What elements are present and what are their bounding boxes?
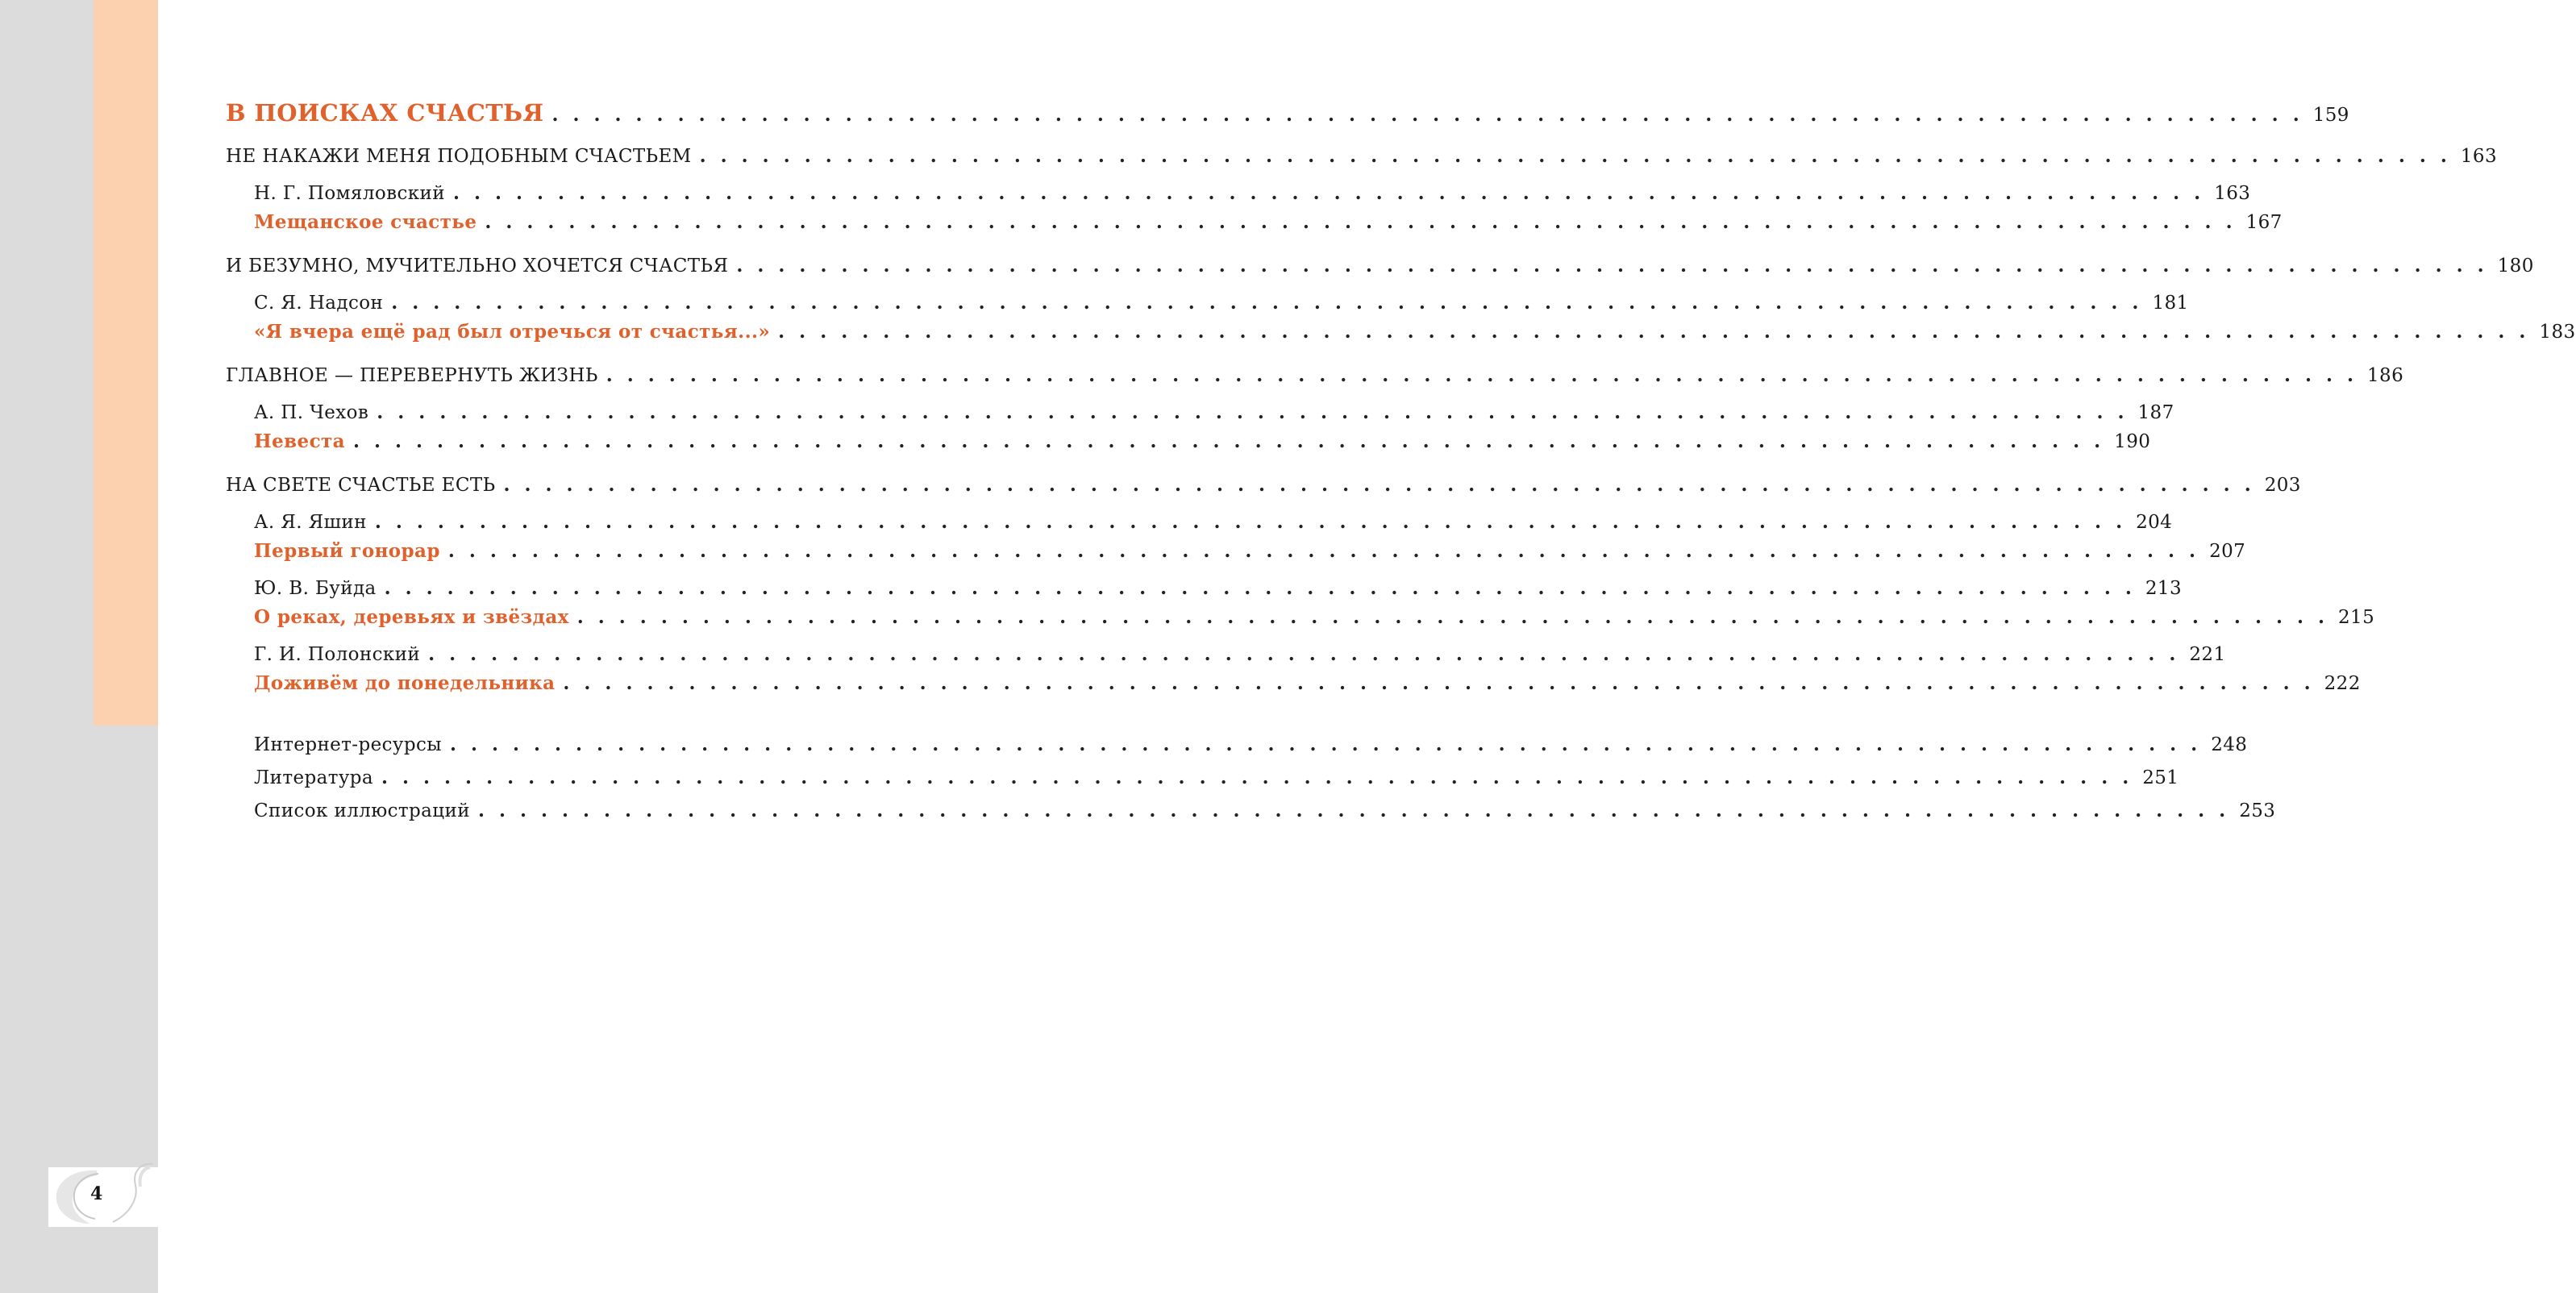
page-number: 4 <box>90 1183 103 1204</box>
appendix-title: Интернет-ресурсы <box>254 734 442 755</box>
author-name: С. Я. Надсон <box>254 293 384 314</box>
leader-dots: . . . . . . . . . . . . . . . . . . . . . . . . . . . . . . . . . . . . . . . . . . . . . . . . . . . . . . . . . . . . . . . . . . . . . . . . . . . . . . . . . . . . <box>384 577 2136 599</box>
author-name: А. П. Чехов <box>254 402 369 423</box>
toc-author-entry[interactable] <box>254 576 2182 601</box>
leader-dots: . . . . . . . . . . . . . . . . . . . . . . . . . . . . . . . . . . . . . . . . . . . . . . . . . . . . . . . . . . . . . . . . . . . . . . . . . . . . . . . . . . . . <box>485 211 2237 233</box>
work-title: Мещанское счастье <box>254 211 477 233</box>
work-page: 222 <box>2324 673 2361 694</box>
section-title: ГЛАВНОЕ — ПЕРЕВЕРНУТЬ ЖИЗНЬ <box>226 365 598 386</box>
leader-dots: . . . . . . . . . . . . . . . . . . . . . . . . . . . . . . . . . . . . . . . . . . . . . . . . . . . . . . . . . . . . . . . . . . . . . . . . . . . . . . . . . . . . <box>377 401 2129 423</box>
toc-part-entry[interactable] <box>226 99 2349 128</box>
toc-author-entry[interactable] <box>254 509 2173 535</box>
toc-work-entry[interactable] <box>254 429 2151 455</box>
leader-dots: . . . . . . . . . . . . . . . . . . . . . . . . . . . . . . . . . . . . . . . . . . . . . . . . . . . . . . . . . . . . . . . . . . . . . . . . . . . . . . . . . . . . <box>428 643 2180 665</box>
author-page: 213 <box>2145 578 2182 599</box>
leader-dots: . . . . . . . . . . . . . . . . . . . . . . . . . . . . . . . . . . . . . . . . . . . . . . . . . . . . . . . . . . . . . . . . . . . . . . . . . . . . . . . . . . . . <box>503 474 2255 496</box>
leader-dots: . . . . . . . . . . . . . . . . . . . . . . . . . . . . . . . . . . . . . . . . . . . . . . . . . . . . . . . . . . . . . . . . . . . . . . . . . . . . . . . . . . . . <box>576 606 2328 628</box>
work-page: 167 <box>2245 212 2283 233</box>
toc-author-entry[interactable] <box>254 642 2226 667</box>
toc-appendix-entry[interactable] <box>254 798 2276 824</box>
toc-appendix-entry[interactable] <box>254 732 2248 758</box>
appendix-title: Литература <box>254 767 373 788</box>
toc-section-entry[interactable] <box>226 472 2301 498</box>
work-page: 215 <box>2338 607 2375 628</box>
leader-dots: . . . . . . . . . . . . . . . . . . . . . . . . . . . . . . . . . . . . . . . . . . . . . . . . . . . . . . . . . . . . . . . . . . . . . . . . . . . . . . . . . . . . <box>449 734 2202 755</box>
toc-author-entry[interactable] <box>254 290 2189 316</box>
work-title: Невеста <box>254 430 345 452</box>
work-title: Доживём до понедельника <box>254 672 556 694</box>
appendix-page: 248 <box>2211 734 2248 755</box>
toc-section-entry[interactable] <box>226 143 2497 169</box>
toc-work-entry[interactable] <box>254 210 2283 235</box>
toc-work-entry[interactable] <box>254 538 2246 564</box>
work-title: О реках, деревьях и звёздах <box>254 606 569 628</box>
section-title: НЕ НАКАЖИ МЕНЯ ПОДОБНЫМ СЧАСТЬЕМ <box>226 146 692 167</box>
leader-dots: . . . . . . . . . . . . . . . . . . . . . . . . . . . . . . . . . . . . . . . . . . . . . . . . . . . . . . . . . . . . . . . . . . . . . . . . . . . . . . . . . . . . <box>736 255 2488 276</box>
leader-dots: . . . . . . . . . . . . . . . . . . . . . . . . . . . . . . . . . . . . . . . . . . . . . . . . . . . . . . . . . . . . . . . . . . . . . . . . . . . . . . . . . . . . <box>699 145 2451 167</box>
appendix-page: 251 <box>2142 767 2179 788</box>
work-page: 190 <box>2114 431 2151 452</box>
swirl-ornament-icon <box>48 1161 161 1233</box>
toc-author-entry[interactable] <box>254 400 2174 426</box>
work-title: «Я вчера ещё рад был отречься от счастья...» <box>254 321 771 343</box>
work-title: Первый гонорар <box>254 540 440 562</box>
leader-dots: . . . . . . . . . . . . . . . . . . . . . . . . . . . . . . . . . . . . . . . . . . . . . . . . . . . . . . . . . . . . . . . . . . . . . . . . . . . . . . . . . . . . <box>352 430 2105 452</box>
appendix-page: 253 <box>2239 800 2276 821</box>
author-page: 221 <box>2189 644 2226 665</box>
leader-dots: . . . . . . . . . . . . . . . . . . . . . . . . . . . . . . . . . . . . . . . . . . . . . . . . . . . . . . . . . . . . . . . . . . . . . . . . . . . . . . . . . . . . <box>477 800 2230 821</box>
section-title: НА СВЕТЕ СЧАСТЬЕ ЕСТЬ <box>226 475 496 496</box>
leader-dots: . . . . . . . . . . . . . . . . . . . . . . . . . . . . . . . . . . . . . . . . . . . . . . . . . . . . . . . . . . . . . . . . . . . . . . . . . . . . . . . . . . . . <box>381 767 2133 788</box>
section-page: 180 <box>2497 256 2534 276</box>
chapter-color-band <box>94 0 158 725</box>
toc-work-entry[interactable] <box>254 605 2375 630</box>
section-page: 203 <box>2264 475 2301 496</box>
page-number-ornament <box>48 1161 161 1233</box>
section-page: 163 <box>2460 146 2497 167</box>
leader-dots: . . . . . . . . . . . . . . . . . . . . . . . . . . . . . . . . . . . . . . . . . . . . . . . . . . . . . . . . . . . . . . . . . . . . . . . . . . . . . . . . . . . . <box>551 104 2303 126</box>
part-title: В ПОИСКАХ СЧАСТЬЯ <box>226 99 544 127</box>
author-name: Н. Г. Помяловский <box>254 183 445 204</box>
section-title: И БЕЗУМНО, МУЧИТЕЛЬНО ХОЧЕТСЯ СЧАСТЬЯ <box>226 256 729 276</box>
leader-dots: . . . . . . . . . . . . . . . . . . . . . . . . . . . . . . . . . . . . . . . . . . . . . . . . . . . . . . . . . . . . . . . . . . . . . . . . . . . . . . . . . . . . <box>391 292 2143 314</box>
leader-dots: . . . . . . . . . . . . . . . . . . . . . . . . . . . . . . . . . . . . . . . . . . . . . . . . . . . . . . . . . . . . . . . . . . . . . . . . . . . . . . . . . . . . <box>778 321 2530 343</box>
part-page: 159 <box>2312 105 2349 126</box>
appendix-title: Список иллюстраций <box>254 800 470 821</box>
author-name: А. Я. Яшин <box>254 512 367 533</box>
toc-section-entry[interactable] <box>226 253 2534 279</box>
leader-dots: . . . . . . . . . . . . . . . . . . . . . . . . . . . . . . . . . . . . . . . . . . . . . . . . . . . . . . . . . . . . . . . . . . . . . . . . . . . . . . . . . . . . <box>447 540 2200 562</box>
toc-author-entry[interactable] <box>254 181 2251 206</box>
toc-appendix-entry[interactable] <box>254 765 2179 791</box>
section-page: 186 <box>2367 365 2404 386</box>
work-page: 183 <box>2539 322 2576 343</box>
author-page: 163 <box>2214 183 2251 204</box>
toc-section-entry[interactable] <box>226 363 2404 389</box>
work-page: 207 <box>2209 541 2246 562</box>
author-name: Ю. В. Буйда <box>254 578 377 599</box>
leader-dots: . . . . . . . . . . . . . . . . . . . . . . . . . . . . . . . . . . . . . . . . . . . . . . . . . . . . . . . . . . . . . . . . . . . . . . . . . . . . . . . . . . . . <box>374 511 2127 533</box>
author-page: 204 <box>2136 512 2173 533</box>
leader-dots: . . . . . . . . . . . . . . . . . . . . . . . . . . . . . . . . . . . . . . . . . . . . . . . . . . . . . . . . . . . . . . . . . . . . . . . . . . . . . . . . . . . . <box>563 672 2315 694</box>
leader-dots: . . . . . . . . . . . . . . . . . . . . . . . . . . . . . . . . . . . . . . . . . . . . . . . . . . . . . . . . . . . . . . . . . . . . . . . . . . . . . . . . . . . . <box>606 364 2358 386</box>
leader-dots: . . . . . . . . . . . . . . . . . . . . . . . . . . . . . . . . . . . . . . . . . . . . . . . . . . . . . . . . . . . . . . . . . . . . . . . . . . . . . . . . . . . . <box>452 182 2205 204</box>
author-page: 181 <box>2152 293 2189 314</box>
toc-work-entry[interactable] <box>254 319 2576 345</box>
author-page: 187 <box>2137 402 2174 423</box>
author-name: Г. И. Полонский <box>254 644 421 665</box>
toc-work-entry[interactable] <box>254 671 2361 696</box>
